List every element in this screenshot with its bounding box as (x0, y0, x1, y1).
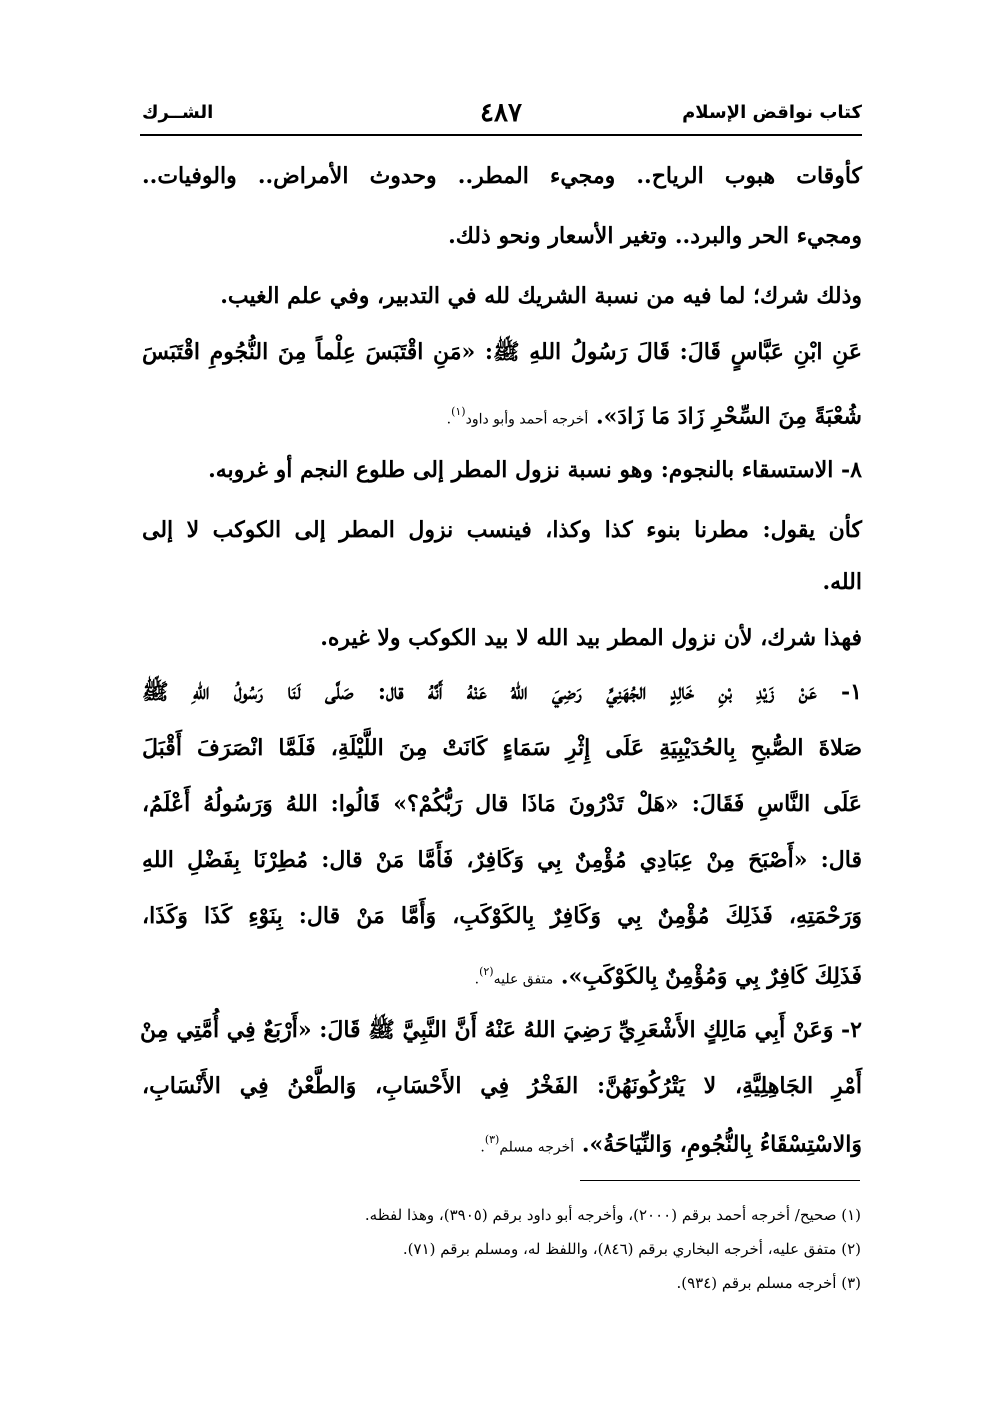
hadith-1-line-2: صَلاةَ الصُّبحِ بِالحُدَيْبِيَةِ عَلَى إِثْرِ سَمَاءٍ كَانَتْ مِنَ اللَّيْلَةِ، فَلَمَّا انْصَرَفَ أَقْبَلَ (142, 735, 862, 761)
period: . (446, 411, 452, 428)
footnote-2: (٢) متفق عليه، أخرجه البخاري برقم (٨٤٦)، واللفظ له، ومسلم برقم (٧١). (402, 1240, 861, 1258)
text-line-7: كأن يقول: مطرنا بنوء كذا وكذا، فينسب نزول المطر إلى الكوكب لا إلى (142, 517, 862, 543)
period: . (480, 1139, 485, 1156)
hadith-2-line-1: ٢- وَعَنْ أَبِي مَالِكٍ الأَشْعَرِيِّ رَضِيَ اللهُ عَنْهُ أَنَّ النَّبِيَّ ﷺ قَالَ: «أَرْبَعٌ فِي أُمَّتِي مِنْ (140, 1017, 862, 1043)
text-line-3: وذلك شرك؛ لما فيه من نسبة الشريك لله في التدبير، وفي علم الغيب. (220, 283, 862, 309)
hadith-text: شُعْبَةً مِنَ السِّحْرِ زَادَ مَا زَادَ». (595, 403, 862, 430)
hadith-ibn-abbas-line-2 (447, 392, 862, 439)
text-line-8: الله. (822, 569, 862, 595)
header-divider (140, 134, 862, 136)
text-line-2: ومجيء الحر والبرد.. وتغير الأسعار ونحو ذلك. (448, 223, 862, 249)
hadith-1-line-3: عَلَى النَّاسِ فَقَالَ: «هَلْ تَدْرُونَ مَاذَا قال رَبُّكُمْ؟» قَالُوا: اللهُ وَرَسُولُهُ أَعْلَمُ، (142, 791, 862, 817)
text-line-9: فهذا شرك، لأن نزول المطر بيد الله لا بيد الكوكب ولا غيره. (320, 625, 862, 651)
section-heading: الاستسقاء بالنجوم: (660, 457, 834, 483)
chapter-title: الشــرك (142, 102, 214, 123)
footnote-marker: (١) (451, 405, 466, 418)
hadith-text: وَالاسْتِسْقَاءُ بِالنُّجُومِ، وَالنِّيَاحَةُ». (581, 1131, 862, 1158)
book-title: كتاب نواقض الإسلام (682, 102, 862, 123)
hadith-reference: أخرجه مسلم (499, 1139, 575, 1156)
footnote-marker: (٣) (484, 1133, 500, 1146)
page-header (140, 98, 862, 132)
page-number: ٤٨٧ (480, 98, 522, 128)
hadith-1-line-4: قال: «أَصْبَحَ مِنْ عِبَادِي مُؤْمِنٌ بِي وَكَافِرٌ، فَأَمَّا مَنْ قال: مُطِرْنَا بِفَضْلِ اللهِ (142, 847, 862, 873)
period: . (474, 971, 480, 988)
hadith-text: فَذَلِكَ كَافِرٌ بِي وَمُؤْمِنٌ بِالكَوْكَبِ». (560, 963, 862, 990)
hadith-2-line-2: أَمْرِ الجَاهِلِيَّةِ، لا يَتْرُكُونَهُنَّ: الفَخْرُ فِي الأَحْسَابِ، وَالطَّعْنُ فِي الأَنْسَابِ، (142, 1073, 862, 1099)
hadith-reference: أخرجه أحمد وأبو داود (465, 411, 589, 428)
footnote-divider (580, 1180, 860, 1181)
hadith-1-line-5: وَرَحْمَتِهِ، فَذَلِكَ مُؤْمِنٌ بِي وَكَافِرٌ بِالكَوْكَبِ، وَأَمَّا مَنْ قال: بِنَوْءِ كَذَا وَكَذَا، (142, 903, 862, 929)
hadith-2-line-3 (480, 1120, 862, 1167)
section-heading-line (208, 450, 862, 490)
section-definition: وهو نسبة نزول المطر إلى طلوع النجم أو غروبه. (208, 457, 654, 483)
footnote-marker: (٢) (479, 965, 494, 978)
hadith-1-line-1: ١- عَنْ زَيْدِ بْنِ خَالِدٍ الجُهَنِيِّ رَضِيَ اللهُ عَنْهُ أَنَّهُ قال: صَلَّى لَنَا رَسُولُ اللهِ ﷺ (142, 679, 862, 705)
section-number: ٨- (841, 457, 862, 483)
hadith-ibn-abbas-line-1: عَنِ ابْنِ عَبَّاسٍ قَالَ: قَالَ رَسُولُ اللهِ ﷺ: «مَنِ اقْتَبَسَ عِلْماً مِنَ النُّجُومِ اقْتَبَسَ (142, 339, 862, 365)
hadith-reference: متفق عليه (493, 971, 554, 988)
footnote-1: (١) صحيح/ أخرجه أحمد برقم (٢٠٠٠)، وأخرجه أبو داود برقم (٣٩٠٥)، وهذا لفظه. (364, 1206, 861, 1224)
text-line-1: كأوقات هبوب الرياح.. ومجيء المطر.. وحدوث الأمراض.. والوفيات.. (142, 163, 862, 189)
footnote-3: (٣) أخرجه مسلم برقم (٩٣٤). (676, 1274, 861, 1292)
hadith-1-line-6 (475, 952, 862, 999)
